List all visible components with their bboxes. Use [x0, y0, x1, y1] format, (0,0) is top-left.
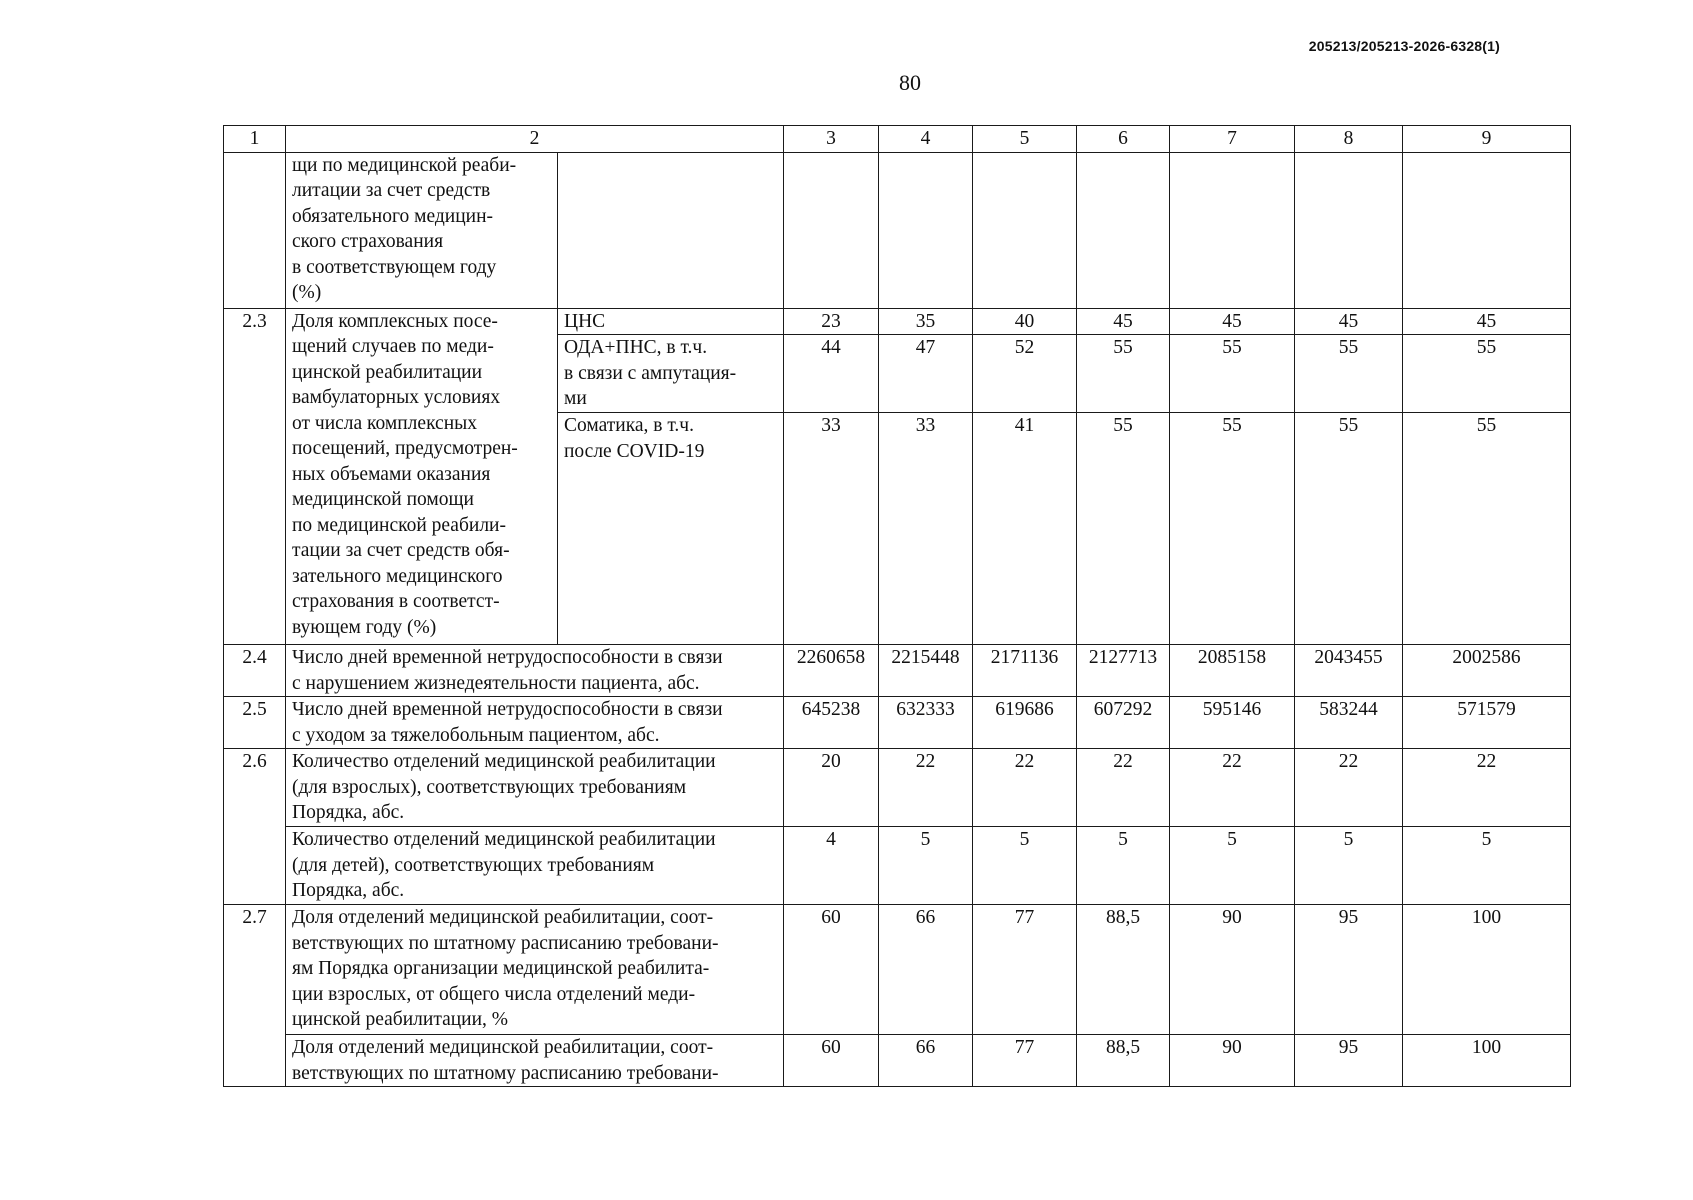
value-cell: 2085158 — [1170, 645, 1295, 697]
row-subcategory — [558, 308, 784, 335]
row-description — [286, 308, 558, 645]
value-cell: 22 — [973, 749, 1077, 827]
description-text: Число дней временной нетрудоспособности в связи с нарушением жизнедеятельности пациента, абс. — [292, 647, 723, 694]
value-cell: 52 — [973, 335, 1077, 413]
value-cell — [1077, 152, 1170, 308]
value-cell: 44 — [784, 335, 879, 413]
table-row — [224, 749, 1571, 827]
value-cell: 100 — [1403, 905, 1571, 1035]
row-description — [286, 697, 784, 749]
row-number: 2.5 — [224, 697, 286, 749]
value-cell: 47 — [879, 335, 973, 413]
description-text: Количество отделений медицинской реабилитации (для детей), соответствующих требованиям Порядка, абс. — [292, 829, 716, 901]
column-header: 9 — [1403, 126, 1571, 153]
description-text: Доля отделений медицинской реабилитации, соот- ветствующих по штатному расписанию требовани- — [292, 1037, 719, 1084]
value-cell — [1403, 152, 1571, 308]
value-cell: 2260658 — [784, 645, 879, 697]
column-header: 7 — [1170, 126, 1295, 153]
value-cell: 77 — [973, 905, 1077, 1035]
value-cell: 2127713 — [1077, 645, 1170, 697]
row-subcategory — [558, 335, 784, 413]
description-text: Доля отделений медицинской реабилитации, соот- ветствующих по штатному расписанию требовани- ям Порядка организации медицинской реабилита- ции взрослых, от общего числа отделений меди- цинской реабилитации, % — [292, 907, 719, 1030]
value-cell: 55 — [1403, 413, 1571, 645]
table-row — [224, 697, 1571, 749]
column-header: 5 — [973, 126, 1077, 153]
value-cell: 595146 — [1170, 697, 1295, 749]
row-number: 2.7 — [224, 905, 286, 1087]
value-cell: 33 — [784, 413, 879, 645]
value-cell: 22 — [1295, 749, 1403, 827]
value-cell: 66 — [879, 905, 973, 1035]
value-cell: 95 — [1295, 1035, 1403, 1087]
value-cell: 45 — [1403, 308, 1571, 335]
row-subcategory — [558, 152, 784, 308]
value-cell — [973, 152, 1077, 308]
value-cell: 60 — [784, 905, 879, 1035]
value-cell: 45 — [1170, 308, 1295, 335]
value-cell: 22 — [1077, 749, 1170, 827]
column-header: 4 — [879, 126, 973, 153]
value-cell: 95 — [1295, 905, 1403, 1035]
row-description — [286, 905, 784, 1035]
value-cell: 607292 — [1077, 697, 1170, 749]
column-header: 2 — [286, 126, 784, 153]
value-cell: 22 — [1403, 749, 1571, 827]
row-description — [286, 645, 784, 697]
value-cell: 22 — [1170, 749, 1295, 827]
table-row — [224, 152, 1571, 308]
description-text: Количество отделений медицинской реабилитации (для взрослых), соответствующих требованиям Порядка, абс. — [292, 751, 716, 823]
value-cell: 645238 — [784, 697, 879, 749]
value-cell: 5 — [1403, 827, 1571, 905]
value-cell: 22 — [879, 749, 973, 827]
value-cell: 632333 — [879, 697, 973, 749]
value-cell: 45 — [1077, 308, 1170, 335]
table-row — [224, 827, 1571, 905]
value-cell: 4 — [784, 827, 879, 905]
value-cell: 77 — [973, 1035, 1077, 1087]
row-number — [224, 152, 286, 308]
subcategory-label: ОДА+ПНС, в т.ч. в связи с ампутация- ми — [564, 337, 737, 409]
value-cell: 5 — [1170, 827, 1295, 905]
row-number: 2.6 — [224, 749, 286, 905]
description-text: Число дней временной нетрудоспособности в связи с уходом за тяжелобольным пациентом, абс. — [292, 699, 723, 746]
value-cell: 20 — [784, 749, 879, 827]
column-header: 1 — [224, 126, 286, 153]
value-cell: 60 — [784, 1035, 879, 1087]
table-row — [224, 308, 1571, 335]
row-number: 2.3 — [224, 308, 286, 645]
page-number: 80 — [899, 70, 921, 95]
table-row — [224, 645, 1571, 697]
value-cell — [879, 152, 973, 308]
value-cell: 41 — [973, 413, 1077, 645]
value-cell: 619686 — [973, 697, 1077, 749]
value-cell: 45 — [1295, 308, 1403, 335]
value-cell: 5 — [1077, 827, 1170, 905]
value-cell: 66 — [879, 1035, 973, 1087]
value-cell: 35 — [879, 308, 973, 335]
value-cell: 55 — [1295, 413, 1403, 645]
row-description — [286, 827, 784, 905]
value-cell: 55 — [1170, 335, 1295, 413]
value-cell: 571579 — [1403, 697, 1571, 749]
value-cell — [1170, 152, 1295, 308]
row-description — [286, 152, 558, 308]
table-row — [224, 1035, 1571, 1087]
value-cell: 2171136 — [973, 645, 1077, 697]
row-description — [286, 749, 784, 827]
value-cell: 40 — [973, 308, 1077, 335]
value-cell: 5 — [1295, 827, 1403, 905]
value-cell: 100 — [1403, 1035, 1571, 1087]
value-cell: 88,5 — [1077, 1035, 1170, 1087]
header-row — [224, 126, 1571, 153]
subcategory-label: Соматика, в т.ч. после COVID-19 — [564, 415, 705, 462]
indicators-table — [223, 125, 1571, 1087]
row-description — [286, 1035, 784, 1087]
value-cell: 5 — [973, 827, 1077, 905]
value-cell: 5 — [879, 827, 973, 905]
value-cell: 2215448 — [879, 645, 973, 697]
description-text: щи по медицинской реаби- литации за счет средств обязательного медицин- ского страхования в соответствующем году (%) — [292, 154, 517, 303]
row-subcategory — [558, 413, 784, 645]
value-cell: 90 — [1170, 905, 1295, 1035]
column-header: 8 — [1295, 126, 1403, 153]
value-cell: 55 — [1077, 413, 1170, 645]
row-number: 2.4 — [224, 645, 286, 697]
value-cell: 88,5 — [1077, 905, 1170, 1035]
value-cell: 33 — [879, 413, 973, 645]
value-cell: 55 — [1077, 335, 1170, 413]
subcategory-label: ЦНС — [564, 310, 606, 332]
value-cell: 583244 — [1295, 697, 1403, 749]
table-row — [224, 905, 1571, 1035]
value-cell: 2043455 — [1295, 645, 1403, 697]
value-cell: 2002586 — [1403, 645, 1571, 697]
value-cell: 55 — [1170, 413, 1295, 645]
document-code: 205213/205213-2026-6328(1) — [1308, 38, 1500, 54]
column-header: 6 — [1077, 126, 1170, 153]
value-cell: 90 — [1170, 1035, 1295, 1087]
value-cell — [1295, 152, 1403, 308]
description-text: Доля комплексных посе- щений случаев по меди- цинской реабилитации вамбулаторных условиях от числа комплексных посещений, предусмотрен- ных объемами оказания медицинской помощи по медицинской реабили- тации за счет средств обя- зательного медицинского страхования в соответст- вующем году (%) — [292, 310, 518, 638]
value-cell — [784, 152, 879, 308]
value-cell: 55 — [1295, 335, 1403, 413]
value-cell: 23 — [784, 308, 879, 335]
column-header: 3 — [784, 126, 879, 153]
value-cell: 55 — [1403, 335, 1571, 413]
